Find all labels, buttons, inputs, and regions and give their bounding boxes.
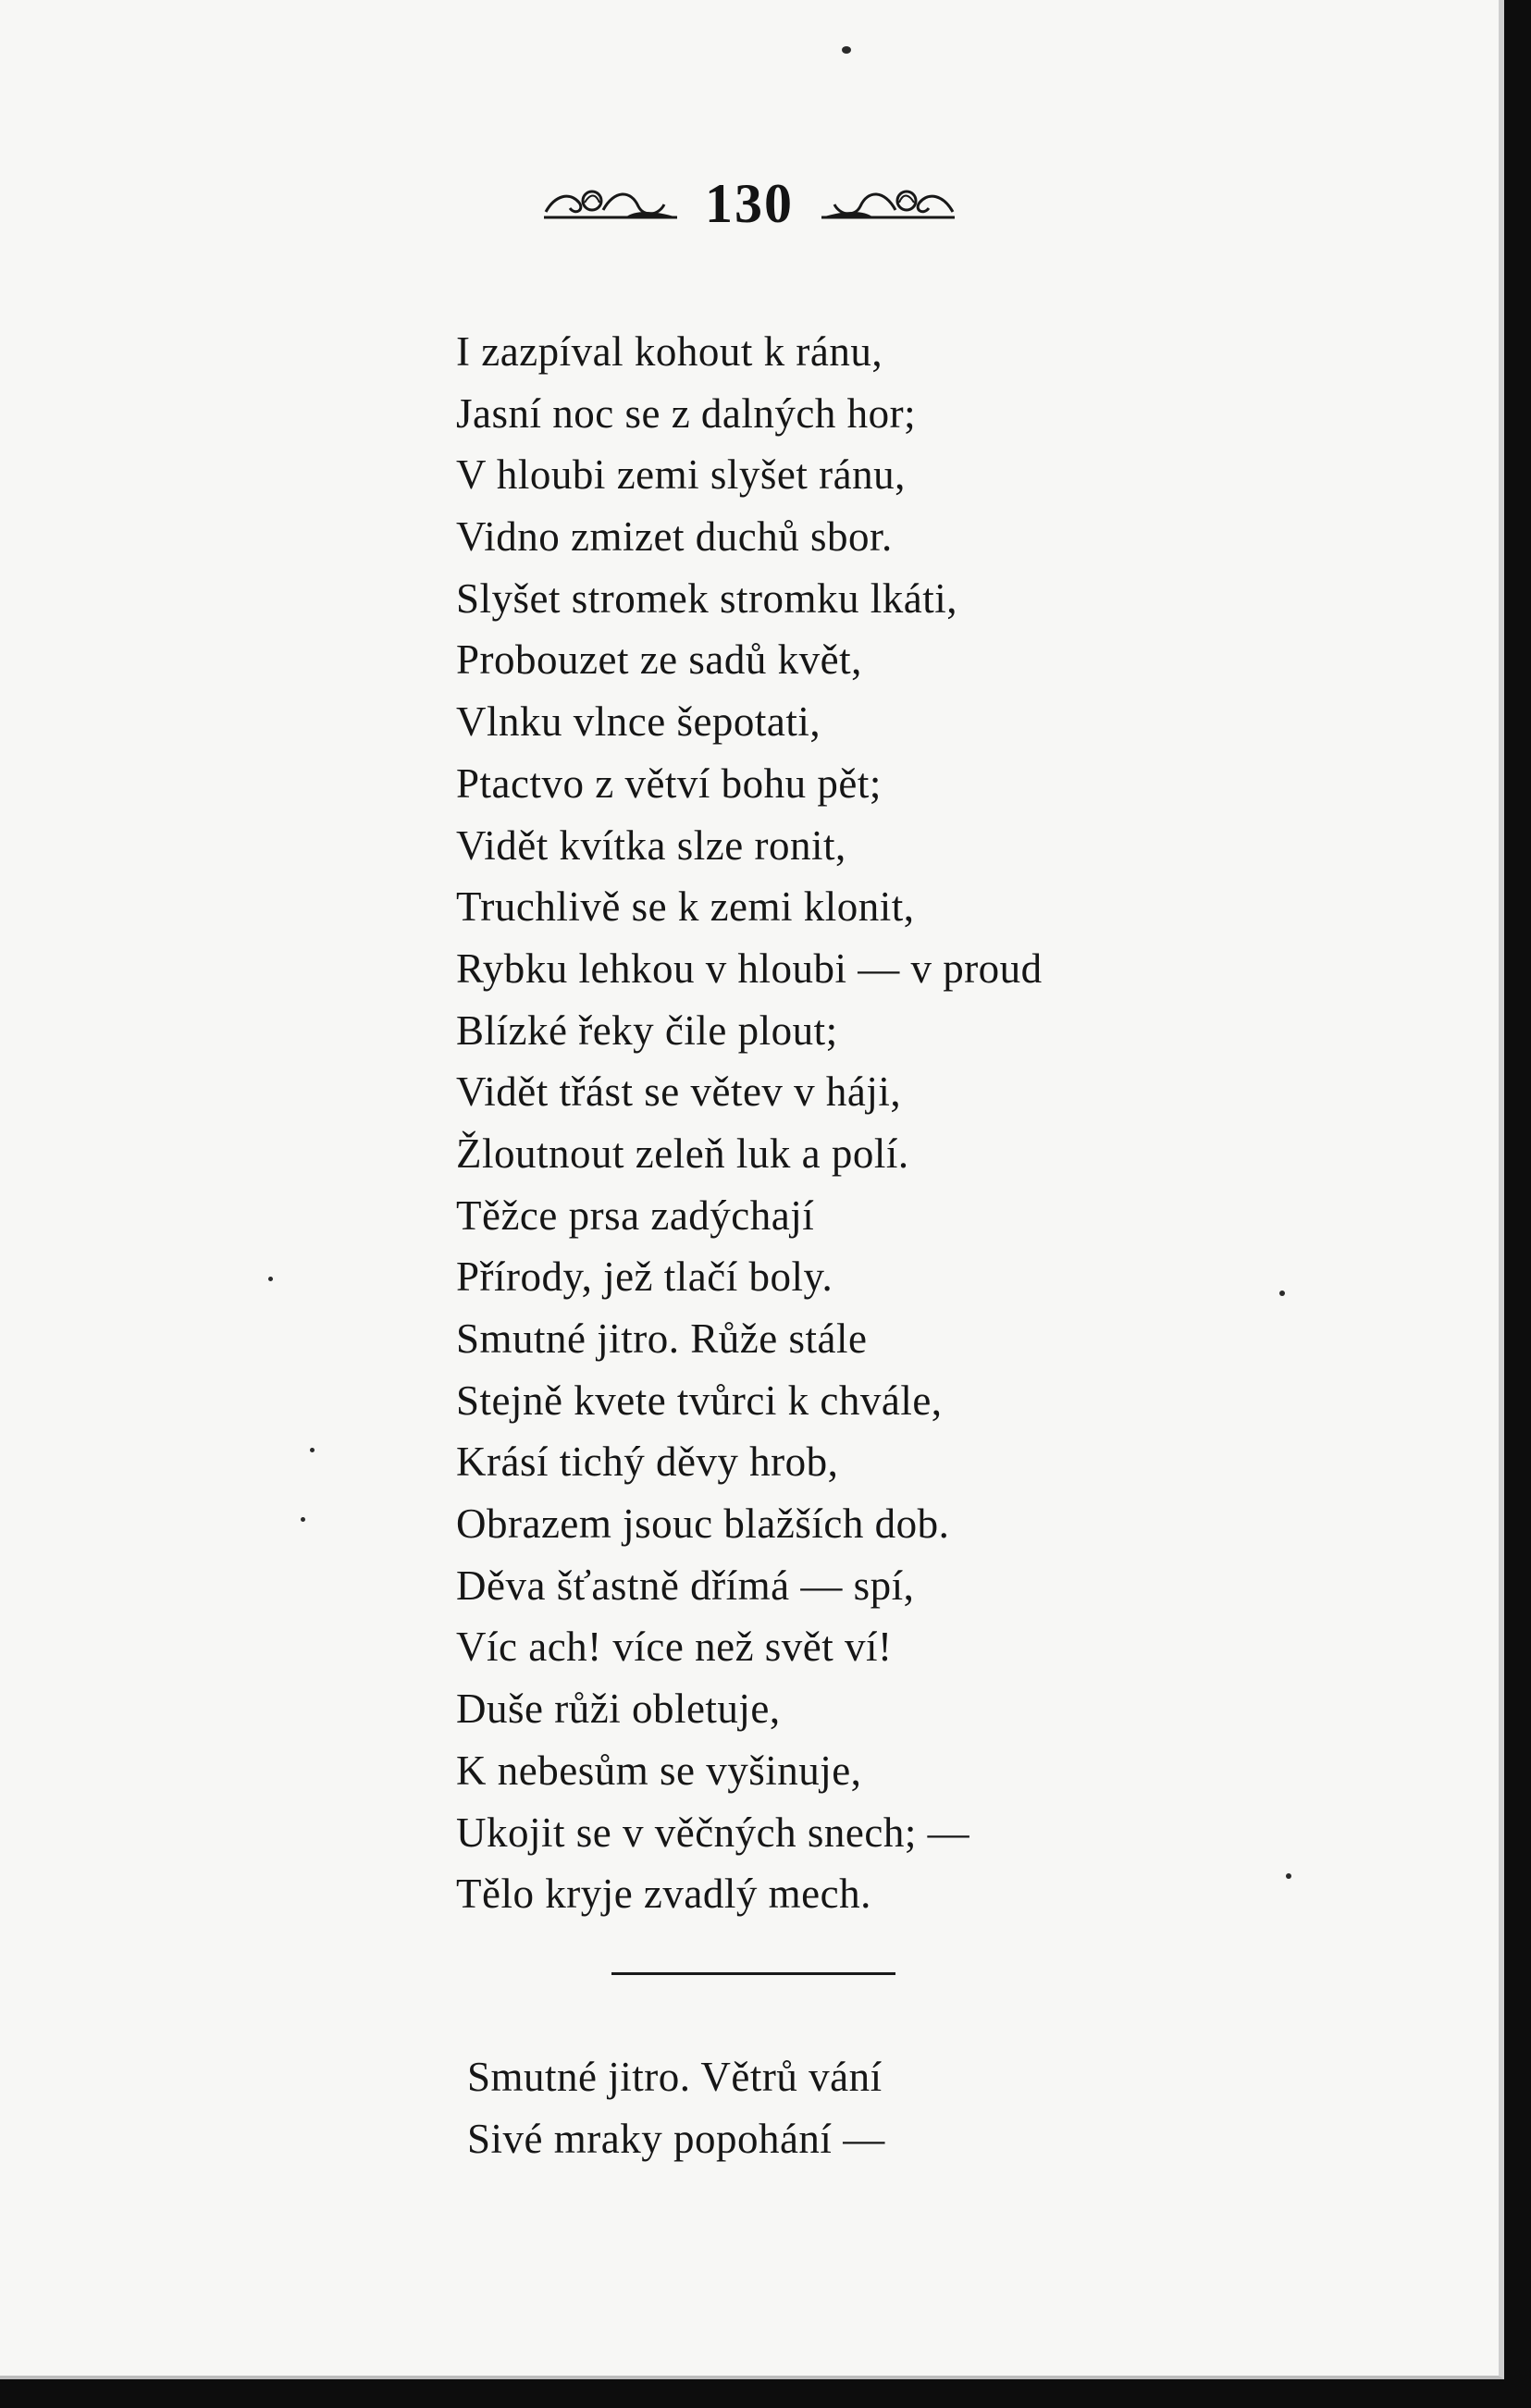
poem-line: V hloubi zemi slyšet ránu, [456, 451, 906, 499]
poem-line: Probouzet ze sadů květ, [456, 636, 862, 684]
poem-line: Vidět třást se větev v háji, [456, 1068, 902, 1116]
scan-speck [842, 46, 851, 54]
poem-line: Vidět kvítka slze ronit, [456, 821, 846, 869]
poem-line: Těžce prsa zadýchají [456, 1192, 815, 1239]
poem-line: Jasní noc se z dalných hor; [456, 389, 917, 437]
poem-line: Přírody, jež tlačí boly. [456, 1253, 833, 1301]
poem-line: Žloutnout zeleň luk a polí. [456, 1130, 909, 1177]
poem-line: Smutné jitro. Růže stále [456, 1315, 868, 1362]
poem-line: Víc ach! více než svět ví! [456, 1624, 893, 1671]
right-floral-ornament-icon [818, 182, 957, 225]
poem-line: Smutné jitro. Větrů vání [467, 2054, 883, 2100]
section-divider [611, 1972, 895, 1975]
page-number: 130 [705, 172, 794, 234]
poem-line: Ukojit se v věčných snech; — [456, 1809, 970, 1856]
poem-line: Truchlivě se k zemi klonit, [456, 883, 915, 931]
scan-speck [310, 1448, 315, 1452]
poem-line: Stejně kvete tvůrci k chvále, [456, 1377, 943, 1424]
poem-line: I zazpíval kohout k ránu, [456, 328, 883, 375]
poem-line: Vidno zmizet duchů sbor. [456, 513, 893, 561]
scan-speck [301, 1517, 305, 1522]
poem-line: Ptactvo z větví bohu pět; [456, 759, 882, 807]
poem-line: Duše růži obletuje, [456, 1686, 781, 1733]
poem-line: Krásí tichý děvy hrob, [456, 1439, 839, 1486]
poem-line: Rybku lehkou v hloubi — v proud [456, 945, 1043, 992]
poem-stanza-2 [467, 2046, 885, 2169]
poem-stanza-1 [456, 321, 1043, 1925]
poem-line: Blízké řeky čile plout; [456, 1006, 838, 1054]
poem-line: K nebesům se vyšinuje, [456, 1747, 862, 1794]
scan-speck [268, 1277, 273, 1281]
left-floral-ornament-icon [542, 182, 681, 225]
poem-line: Sivé mraky popohání — [467, 2115, 885, 2162]
poem-line: Děva šťastně dřímá — spí, [456, 1562, 915, 1609]
scan-speck [1279, 1290, 1285, 1296]
poem-line: Tělo kryje zvadlý mech. [456, 1871, 871, 1918]
poem-line: Slyšet stromek stromku lkáti, [456, 574, 957, 622]
poem-line: Vlnku vlnce šepotati, [456, 698, 821, 746]
poem-line: Obrazem jsouc blažších dob. [456, 1500, 950, 1548]
page-header [518, 167, 981, 241]
scan-speck [1286, 1873, 1291, 1879]
